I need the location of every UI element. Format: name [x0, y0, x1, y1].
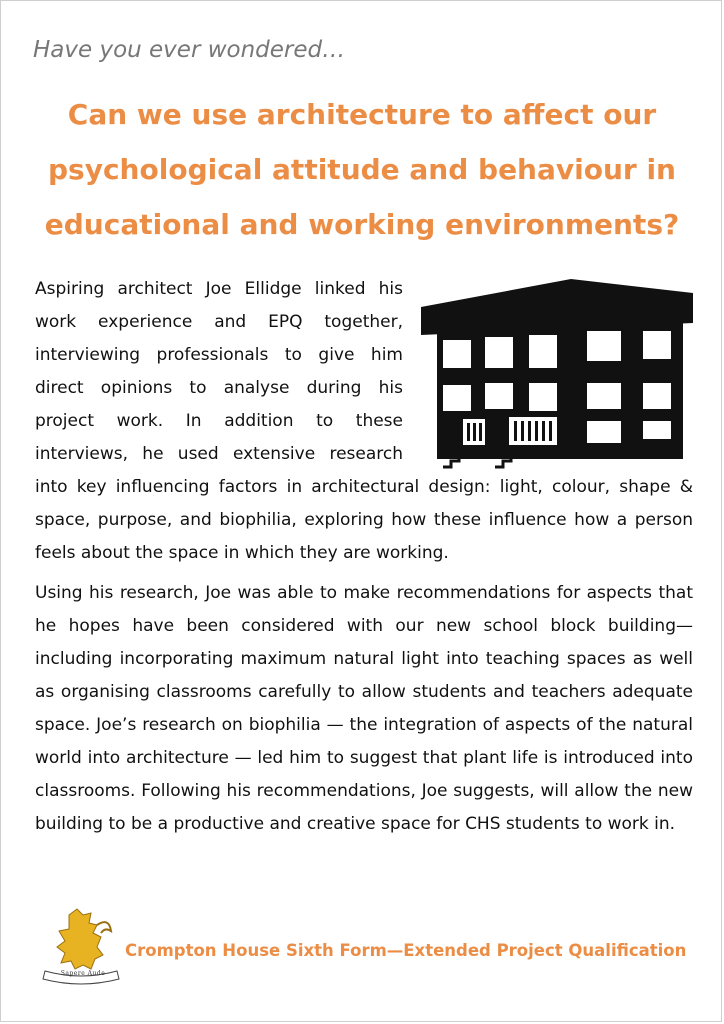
- headline: Can we use architecture to affect our psychological attitude and behaviour in educational and working environments?: [44, 98, 680, 241]
- footer: [39, 907, 699, 987]
- kicker-text: Have you ever wondered…: [33, 37, 346, 63]
- school-crest: [39, 907, 123, 987]
- paragraph-intro: Aspiring architect Joe Ellidge linked his work experience and EPQ together, interviewing professionals to give him direct opinions to analyse during his project work. In addition to these interviews, he used extensive research into key influencing factors in architectural design: light, colour, shape & space, purpose, and biophilia, exploring how these influence how a person feels about the space in which they are working.: [35, 279, 693, 563]
- crest-motto: Sapere Aude: [60, 970, 106, 977]
- article-body: [35, 273, 693, 841]
- footer-text: Crompton House Sixth Form—Extended Project Qualification: [125, 941, 687, 960]
- building-icon: [421, 279, 693, 471]
- paragraph-recommendations: Using his research, Joe was able to make recommendations for aspects that he hopes have been considered with our new school block building—including incorporating maximum natural light into teaching spaces as well as organising classrooms carefully to allow students and teachers adequate space. Joe’s research on biophilia — the integration of aspects of the natural world into architecture — led him to suggest that plant life is introduced into classrooms. Following his recommendations, Joe suggests, will allow the new building to be a productive and creative space for CHS students to work in.: [35, 583, 693, 834]
